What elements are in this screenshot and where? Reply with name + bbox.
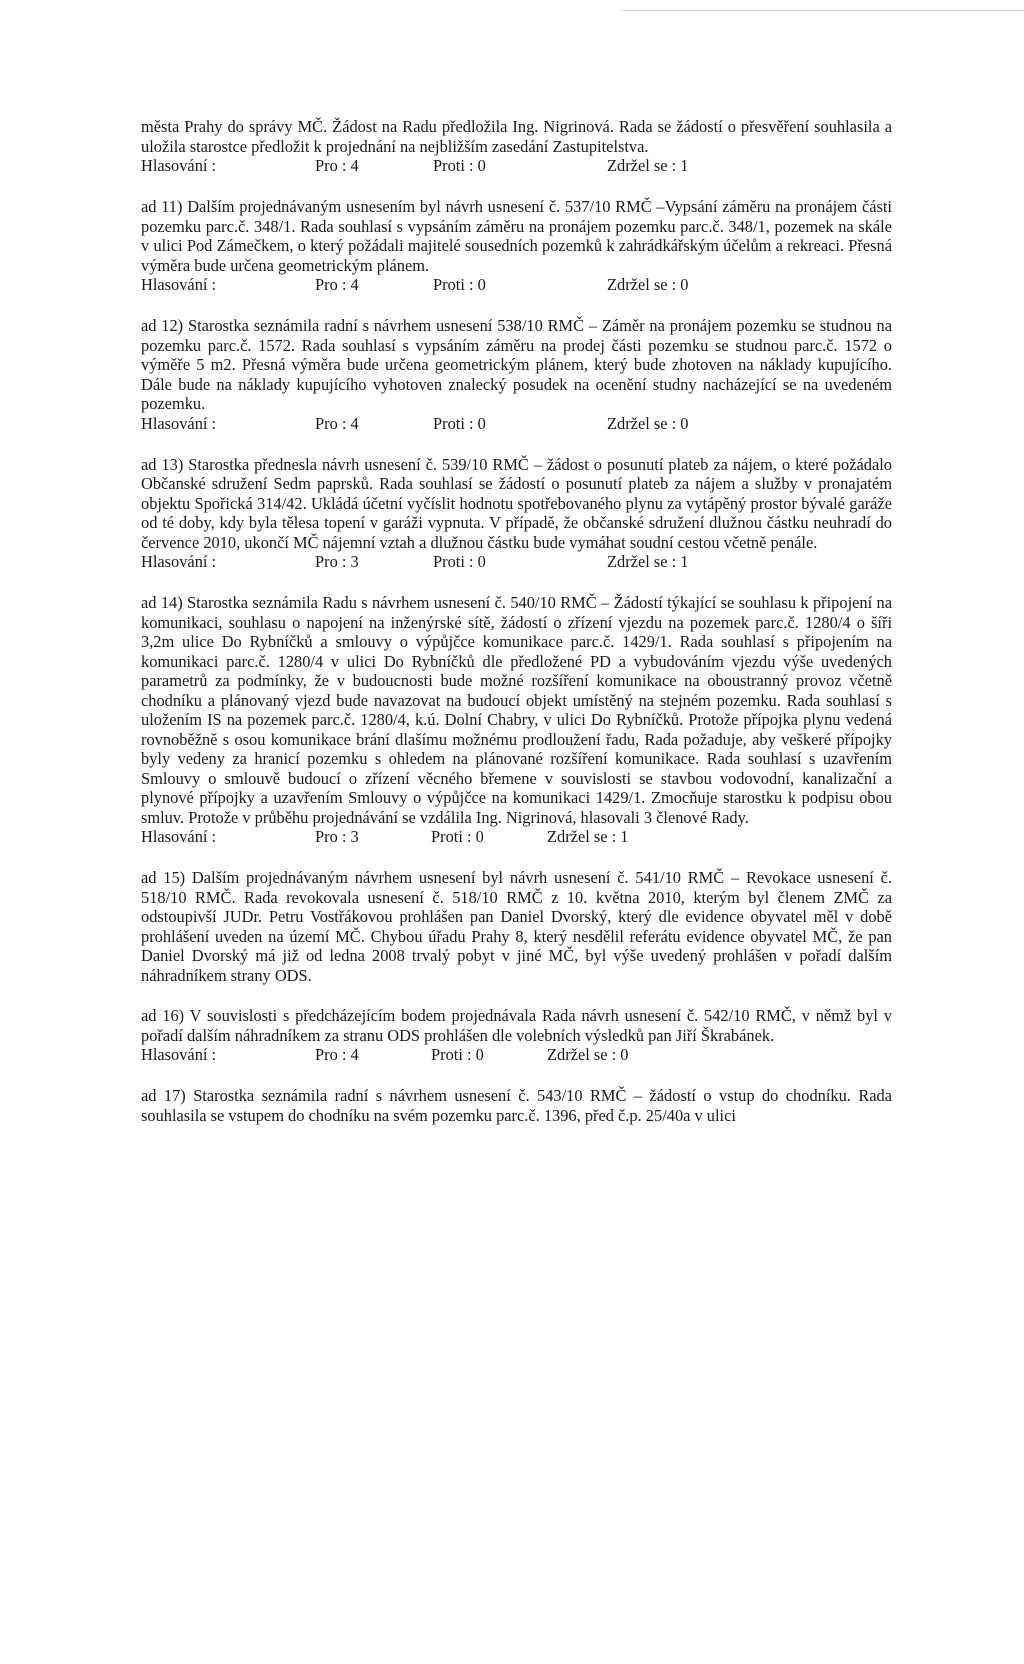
item-11-vote-line [141, 275, 892, 295]
vote-pro: Pro : 4 [315, 275, 359, 294]
vote-pro: Pro : 4 [315, 413, 359, 433]
vote-abstain: Zdržel se : 1 [607, 552, 689, 571]
vote-pro: Pro : 4 [315, 1045, 359, 1064]
document-page [141, 117, 892, 1125]
item-13-vote-line [141, 552, 892, 572]
vote-pro: Pro : 3 [315, 827, 359, 846]
vote-abstain: Zdržel se : 0 [547, 1045, 629, 1064]
vote-proti: Proti : 0 [433, 552, 486, 571]
item-17-paragraph: ad 17) Starostka seznámila radní s návrhem usnesení č. 543/10 RMČ – žádostí o vstup do chodníku. Rada souhlasila se vstupem do chodníku na svém pozemku parc.č. 1396, před č.p. 25/40a v ulici [141, 1086, 892, 1125]
vote-proti: Proti : 0 [433, 156, 486, 175]
scan-edge-mark [620, 10, 1024, 11]
item-16-paragraph: ad 16) V souvislosti s předcházejícím bodem projednávala Rada návrh usnesení č. 542/10 RMČ, v němž byl v pořadí dalším náhradníkem za stranu ODS prohlášen dle volebních výsledků pan Jiří Škrabánek. [141, 1006, 892, 1045]
intro-paragraph: města Prahy do správy MČ. Žádost na Radu předložila Ing. Nigrinová. Rada se žádostí o přesvěření souhlasila a uložila starostce předložit k projednání na nejbližším zasedání Zastupitelstva. [141, 117, 892, 156]
vote-abstain: Zdržel se : 1 [607, 156, 689, 175]
vote-label: Hlasování : [141, 156, 217, 175]
item-15-paragraph: ad 15) Dalším projednávaným návrhem usnesení byl návrh usnesení č. 541/10 RMČ – Revokace usnesení č. 518/10 RMČ. Rada revokovala usnesení č. 518/10 RMČ z 10. května 2010, kterým byl členem ZMČ za odstoupivší JUDr. Petru Vostřákovou prohlášen pan Daniel Dvorský, který dle evidence obyvatel měl v době prohlášení uveden na území MČ. Chybou úřadu Prahy 8, který nesdělil referátu evidence obyvatel MČ, že pan Daniel Dvorský má již od ledna 2008 trvalý pobyt v jiné MČ, byl výše uvedený prohlášen v pořadí dalším náhradníkem strany ODS. [141, 868, 892, 985]
vote-proti: Proti : 0 [433, 275, 486, 294]
intro-vote-line [141, 156, 892, 176]
vote-abstain: Zdržel se : 0 [607, 275, 689, 294]
vote-proti: Proti : 0 [431, 827, 484, 846]
vote-pro: Pro : 4 [315, 156, 359, 175]
item-14-vote-line [141, 827, 892, 847]
item-11-paragraph: ad 11) Dalším projednávaným usnesením byl návrh usnesení č. 537/10 RMČ –Vypsání záměru na pronájem části pozemku parc.č. 348/1. Rada souhlasí s vypsáním záměru na pronájem pozemku parc.č. 348/1, pozemek na skále v ulici Pod Zámečkem, o který požádali majitelé sousedních pozemků k zahrádkářským účelům a rekreaci. Přesná výměra bude určena geometrickým plánem. [141, 197, 892, 275]
vote-pro: Pro : 3 [315, 552, 359, 571]
item-12-vote-line [141, 414, 892, 434]
vote-proti: Proti : 0 [431, 1045, 484, 1064]
vote-label: Hlasování : [141, 552, 217, 571]
item-13-paragraph: ad 13) Starostka přednesla návrh usnesení č. 539/10 RMČ – žádost o posunutí plateb za nájem, o které požádalo Občanské sdružení Sedm paprsků. Rada souhlasí se žádostí o posunutí plateb za nájem a služby v pronajatém objektu Spořická 314/42. Ukládá účetní vyčíslit hodnotu spotřebovaného plynu za vytápěný prostor bývalé garáže od té doby, kdy byla tělesa topení v garáži vypnuta. V případě, že občanské sdružení dlužnou částku neuhradí do července 2010, ukončí MČ nájemní vztah a dlužnou částku bude vymáhat soudní cestou včetně penále. [141, 454, 892, 552]
vote-proti: Proti : 0 [433, 413, 486, 433]
item-16-vote-line [141, 1045, 892, 1065]
vote-label: Hlasování : [141, 275, 217, 294]
item-14-paragraph: ad 14) Starostka seznámila Radu s návrhem usnesení č. 540/10 RMČ – Žádostí týkající se souhlasu k připojení na komunikaci, souhlasu o napojení na inženýrské sítě, žádostí o zřízení vjezdu na pozemek parc.č. 1280/4 o šíři 3,2m ulice Do Rybníčků a smlouvy o výpůjčce komunikace parc.č. 1429/1. Rada souhlasí s připojením na komunikaci parc.č. 1280/4 v ulici Do Rybníčků dle předložené PD a vybudováním vjezdu výše uvedených parametrů za podmínky, že v budoucnosti bude možné rozšíření komunikace na oboustranný provoz včetně chodníku a plánovaný vjezd bude navazovat na budoucí objekt umístěný na stejném pozemku. Rada souhlasí s uložením IS na pozemek parc.č. 1280/4, k.ú. Dolní Chabry, v ulici Do Rybníčků. Protože přípojka plynu vedená rovnoběžně s osou komunikace brání dlašímu možnému prodloužení řadu, Rada požaduje, aby veškeré přípojky byly vedeny za hranicí pozemku s ohledem na plánované rozšíření komunikace. Rada souhlasí s uzavřením Smlouvy o smlouvě budoucí o zřízení věcného břemene v souvislosti se stavbou vodovodní, kanalizační a plynové přípojky a uzavřením Smlouvy o výpůjčce na komunikaci 1429/1. Zmocňuje starostku k podpisu obou smluv. Protože v průběhu projednávání se vzdálila Ing. Nigrinová, hlasovali 3 členové Rady. [141, 593, 892, 827]
vote-label: Hlasování : [141, 1045, 217, 1064]
vote-label: Hlasování : [141, 827, 217, 846]
vote-label: Hlasování : [141, 413, 217, 433]
vote-abstain: Zdržel se : 1 [547, 827, 629, 846]
item-12-paragraph: ad 12) Starostka seznámila radní s návrhem usnesení 538/10 RMČ – Záměr na pronájem pozemku se studnou na pozemku parc.č. 1572. Rada souhlasí s vypsáním záměru na prodej části pozemku se studnou parc.č. 1572 o výměře 5 m2. Přesná výměra bude určena geometrickým plánem, který bude zhotoven na náklady kupujícího. Dále bude na náklady kupujícího vyhotoven znalecký posudek na ocenění studny nacházející se na uvedeném pozemku. [141, 316, 892, 413]
vote-abstain: Zdržel se : 0 [607, 413, 689, 433]
